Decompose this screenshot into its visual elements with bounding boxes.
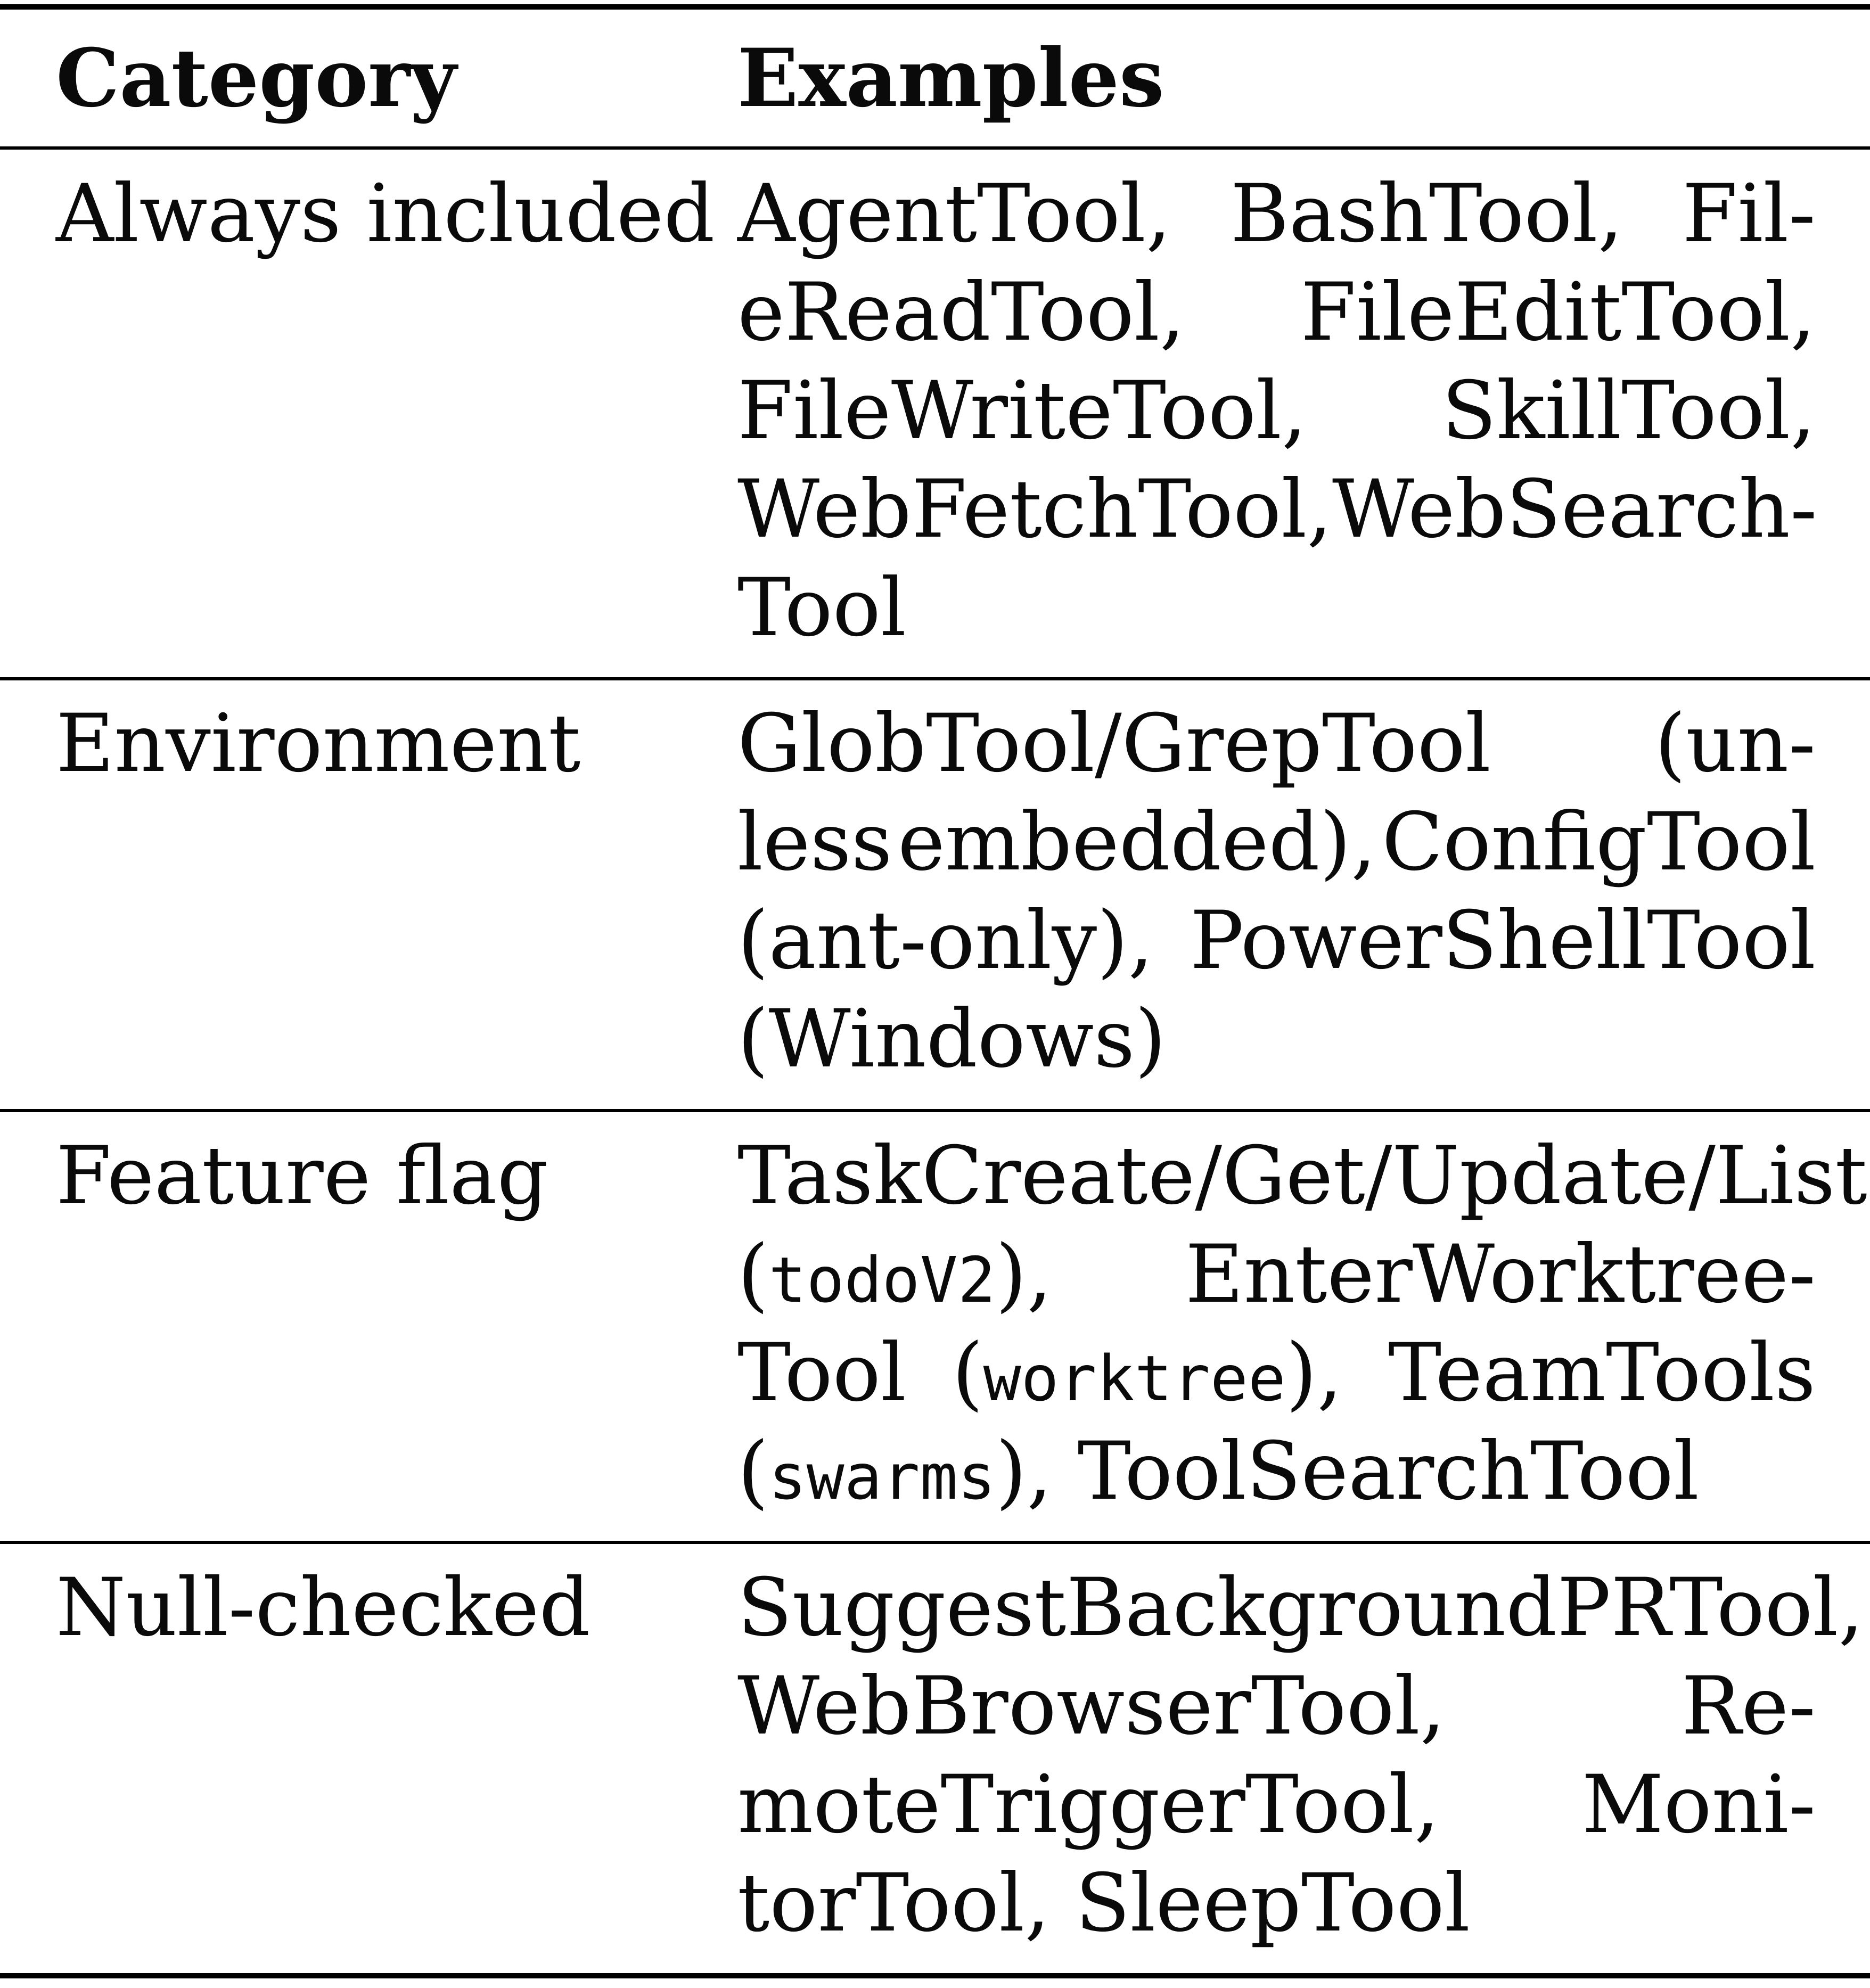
table-bottom-rule [0, 1973, 1870, 1978]
table-row-rule [0, 677, 1870, 680]
example-token: embedded), [898, 796, 1376, 889]
code-token: swarms [768, 1440, 996, 1514]
example-token: eReadTool, [737, 266, 1185, 359]
example-token: TeamTools [1388, 1327, 1816, 1419]
example-token: EnterWorktree- [1185, 1228, 1816, 1321]
example-token: WebFetchTool, [737, 463, 1332, 556]
example-token: Tool [737, 562, 906, 654]
code-token: todoV2 [768, 1243, 996, 1317]
example-line [737, 793, 1816, 892]
example-line [737, 362, 1816, 461]
example-text: ), [995, 1228, 1052, 1321]
example-token: SuggestBackgroundPRTool, [737, 1562, 1864, 1654]
row-examples-feature-flag [737, 1127, 1867, 1521]
example-token: SkillTool, [1441, 365, 1816, 457]
row-category-environment: Environment [56, 697, 581, 790]
row-category-null-checked: Null-checked [56, 1562, 590, 1654]
row-examples-null-checked [737, 1559, 1864, 1953]
row-examples-always-included [737, 165, 1816, 658]
table-row-rule [0, 1541, 1870, 1544]
row-examples-environment [737, 695, 1816, 1089]
example-text: ), [1285, 1327, 1343, 1419]
example-text: ( [737, 1228, 769, 1321]
example-line [737, 1423, 1816, 1521]
example-token: torTool, SleepTool [737, 1857, 1470, 1950]
header-examples: Examples [737, 31, 1164, 125]
example-token: AgentTool, [737, 168, 1171, 260]
example-line [737, 1756, 1816, 1854]
example-line [737, 892, 1816, 990]
header-category: Category [56, 31, 457, 125]
example-token: TaskCreate/Get/Update/List [737, 1130, 1867, 1222]
example-token [952, 1324, 1342, 1423]
example-line [737, 1854, 1816, 1953]
example-token: ConfigTool [1382, 796, 1816, 889]
example-token: Re- [1681, 1660, 1816, 1753]
example-text: ), ToolSearchTool [995, 1425, 1699, 1518]
example-token: GlobTool/GrepTool [737, 697, 1491, 790]
row-category-feature-flag: Feature flag [56, 1130, 548, 1222]
example-token: WebSearch- [1332, 463, 1817, 556]
example-token [737, 1226, 1052, 1324]
example-token: FileEditTool, [1300, 266, 1816, 359]
example-line [737, 264, 1816, 362]
example-line [737, 1324, 1816, 1423]
table-row-rule [0, 1109, 1870, 1112]
example-line [737, 559, 1816, 658]
example-token: (Windows) [737, 993, 1166, 1086]
table-header-rule [0, 146, 1870, 150]
row-category-always-included: Always included [56, 168, 715, 260]
example-line [737, 461, 1816, 559]
example-line [737, 1559, 1864, 1657]
example-line [737, 165, 1816, 264]
example-token: (ant-only), [737, 894, 1154, 987]
example-line [737, 1226, 1816, 1324]
example-token [737, 1423, 1699, 1526]
example-token: BashTool, [1230, 168, 1623, 260]
example-text: ( [952, 1327, 983, 1419]
table-top-rule [0, 4, 1870, 10]
example-token: moteTriggerTool, [737, 1759, 1440, 1851]
code-token: worktree [983, 1342, 1286, 1415]
example-token: Tool [737, 1327, 906, 1419]
example-token: FileWriteTool, [737, 365, 1307, 457]
example-line [737, 990, 1816, 1089]
example-line [737, 1127, 1867, 1226]
example-token: Moni- [1581, 1759, 1816, 1851]
example-token: (un- [1654, 697, 1816, 790]
example-token: WebBrowserTool, [737, 1660, 1446, 1753]
example-text: ( [737, 1425, 769, 1518]
example-token: less [737, 796, 892, 889]
example-line [737, 1657, 1816, 1756]
example-token: PowerShellTool [1190, 894, 1816, 987]
example-line [737, 695, 1816, 793]
example-token: Fil- [1682, 168, 1816, 260]
